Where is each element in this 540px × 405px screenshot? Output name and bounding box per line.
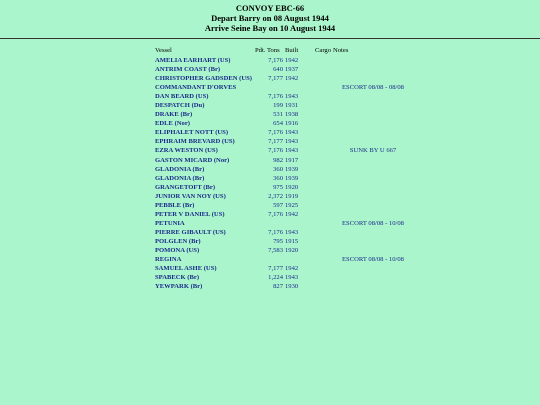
- built-cell: 1943: [285, 129, 299, 137]
- built-cell: [285, 83, 315, 92]
- built-cell: 1942: [285, 210, 299, 218]
- notes-cell: [333, 92, 415, 101]
- cargo-cell: [315, 74, 333, 83]
- header-divider: [0, 38, 540, 39]
- tons-cell: 360: [273, 165, 283, 173]
- table-row: [155, 83, 415, 92]
- col-tons: Pdt. Tons: [255, 47, 280, 54]
- notes-cell: [333, 174, 415, 183]
- notes-cell: [333, 246, 415, 255]
- tons-cell: 795: [273, 237, 283, 245]
- built-cell: 1939: [285, 165, 299, 173]
- notes-cell: SUNK BY U 667: [349, 147, 397, 155]
- tons-cell: 7,176: [268, 210, 283, 218]
- tons-cell: 199: [273, 102, 283, 110]
- vessel-cell: AMELIA EARHART (US): [155, 57, 231, 64]
- vessel-cell: COMMANDANT D'ORVES: [155, 84, 237, 92]
- notes-cell: [333, 210, 415, 219]
- tons-cell: 7,583: [268, 246, 283, 254]
- table-row: [155, 156, 415, 165]
- convoy-header: [0, 0, 540, 33]
- cargo-cell: [315, 237, 333, 246]
- table-row: [155, 237, 415, 246]
- notes-cell: [333, 201, 415, 210]
- table-row: [155, 255, 415, 264]
- cargo-cell: [315, 56, 333, 65]
- tons-cell: 7,177: [268, 138, 283, 146]
- cargo-cell: [315, 264, 333, 273]
- notes-cell: [333, 237, 415, 246]
- vessel-cell: PIERRE GIBAULT (US): [155, 228, 226, 236]
- cargo-cell: [315, 183, 333, 192]
- built-cell: 1917: [285, 156, 299, 164]
- vessel-cell: GLADONIA (Br): [155, 174, 205, 182]
- table-row: [155, 183, 415, 192]
- table-row: [155, 65, 415, 74]
- notes-cell: [333, 65, 415, 74]
- notes-cell: [333, 228, 415, 237]
- vessel-cell: EZRA WESTON (US): [155, 147, 218, 155]
- table-row: [155, 146, 415, 155]
- tons-cell: 2,372: [268, 192, 283, 200]
- built-cell: 1943: [285, 228, 299, 236]
- vessel-cell: PETER V DANIEL (US): [155, 210, 225, 218]
- notes-cell: [333, 74, 415, 83]
- cargo-cell: [315, 219, 333, 228]
- tons-cell: 7,176: [268, 228, 283, 236]
- built-cell: 1942: [285, 57, 299, 64]
- vessel-cell: SPABECK (Br): [155, 274, 200, 282]
- notes-cell: [333, 273, 415, 282]
- vessel-cell: DESPATCH (Du): [155, 102, 205, 110]
- cargo-cell: [315, 165, 333, 174]
- built-cell: 1925: [285, 201, 299, 209]
- cargo-cell: [315, 273, 333, 282]
- cargo-cell: [315, 101, 333, 110]
- notes-cell: ESCORT 08/08 - 10/08: [342, 256, 404, 264]
- col-cargo: Cargo: [315, 47, 331, 54]
- built-cell: 1930: [285, 283, 299, 291]
- departure-line: Depart Barry on 08 August 1944: [211, 13, 329, 23]
- tons-cell: 982: [273, 156, 283, 164]
- table-row: [155, 101, 415, 110]
- vessel-cell: PEBBLE (Br): [155, 201, 195, 209]
- arrival-line: Arrive Seine Bay on 10 August 1944: [204, 23, 336, 33]
- cargo-cell: [315, 119, 333, 128]
- notes-cell: [333, 156, 415, 165]
- convoy-title: CONVOY EBC-66: [235, 3, 305, 13]
- built-cell: 1939: [285, 174, 299, 182]
- notes-cell: [333, 101, 415, 110]
- built-cell: 1915: [285, 237, 299, 245]
- table-row: [155, 192, 415, 201]
- notes-cell: [333, 56, 415, 65]
- vessel-cell: YEWPARK (Br): [155, 283, 203, 291]
- vessel-cell: DRAKE (Br): [155, 111, 193, 119]
- notes-cell: [333, 110, 415, 119]
- tons-cell: 975: [273, 183, 283, 191]
- cargo-cell: [315, 192, 333, 201]
- cargo-cell: [315, 246, 333, 255]
- table-row: [155, 282, 415, 291]
- vessel-cell: CHRISTOPHER GADSDEN (US): [155, 75, 252, 83]
- cargo-cell: [315, 146, 333, 155]
- built-cell: 1943: [285, 93, 299, 101]
- cargo-cell: [315, 282, 333, 291]
- tons-cell: 640: [273, 66, 283, 74]
- table-row: [155, 74, 415, 83]
- built-cell: 1942: [285, 265, 299, 273]
- table-row: [155, 219, 415, 228]
- built-cell: 1920: [285, 183, 299, 191]
- notes-cell: ESCORT 08/08 - 08/08: [342, 84, 404, 92]
- table-row: [155, 92, 415, 101]
- tons-cell: 1,224: [268, 274, 283, 282]
- vessel-cell: DAN BEARD (US): [155, 93, 209, 101]
- notes-cell: [333, 264, 415, 273]
- vessel-cell: SAMUEL ASHE (US): [155, 265, 217, 273]
- vessel-cell: GASTON MICARD (Nor): [155, 156, 230, 164]
- cargo-cell: [315, 137, 333, 146]
- vessel-cell: PETUNIA: [155, 219, 185, 227]
- tons-cell: 7,176: [268, 129, 283, 137]
- tons-cell: 7,176: [268, 93, 283, 101]
- built-cell: 1938: [285, 111, 299, 119]
- tons-cell: 7,176: [268, 147, 283, 155]
- table-row: [155, 264, 415, 273]
- table-body: [155, 56, 415, 291]
- cargo-cell: [315, 128, 333, 137]
- table-row: [155, 246, 415, 255]
- notes-cell: [333, 165, 415, 174]
- tons-cell: 7,176: [268, 57, 283, 64]
- tons-cell: 7,177: [268, 265, 283, 273]
- tons-cell: 827: [273, 283, 283, 291]
- convoy-table: [155, 46, 415, 291]
- built-cell: 1931: [285, 102, 299, 110]
- cargo-cell: [315, 156, 333, 165]
- table-row: [155, 210, 415, 219]
- tons-cell: [255, 219, 285, 228]
- built-cell: 1943: [285, 147, 299, 155]
- cargo-cell: [315, 65, 333, 74]
- vessel-cell: GRANGETOFT (Br): [155, 183, 216, 191]
- cargo-cell: [315, 110, 333, 119]
- notes-cell: [333, 137, 415, 146]
- tons-cell: 654: [273, 120, 283, 128]
- built-cell: 1916: [285, 120, 299, 128]
- table-row: [155, 119, 415, 128]
- built-cell: 1942: [285, 75, 299, 83]
- vessel-cell: GLADONIA (Br): [155, 165, 205, 173]
- notes-cell: [333, 183, 415, 192]
- table-row: [155, 137, 415, 146]
- tons-cell: 597: [273, 201, 283, 209]
- table-row: [155, 174, 415, 183]
- vessel-cell: EPHRAIM BREVARD (US): [155, 138, 235, 146]
- vessel-cell: REGINA: [155, 256, 182, 264]
- table-row: [155, 228, 415, 237]
- vessel-cell: ANTRIM COAST (Br): [155, 66, 221, 74]
- built-cell: 1919: [285, 192, 299, 200]
- table-row: [155, 165, 415, 174]
- cargo-cell: [315, 83, 333, 92]
- col-notes: Notes: [333, 47, 349, 54]
- tons-cell: [255, 255, 285, 264]
- vessel-cell: JUNIOR VAN NOY (US): [155, 192, 226, 200]
- cargo-cell: [315, 92, 333, 101]
- cargo-cell: [315, 174, 333, 183]
- vessel-cell: POLGLEN (Br): [155, 237, 201, 245]
- table-row: [155, 201, 415, 210]
- table-row: [155, 110, 415, 119]
- tons-cell: [255, 83, 285, 92]
- cargo-cell: [315, 255, 333, 264]
- notes-cell: [333, 128, 415, 137]
- built-cell: 1943: [285, 274, 299, 282]
- col-built: Built: [285, 47, 299, 54]
- col-vessel: Vessel: [155, 47, 172, 54]
- built-cell: [285, 219, 315, 228]
- vessel-cell: POMONA (US): [155, 246, 200, 254]
- built-cell: [285, 255, 315, 264]
- vessel-cell: EDLE (Nor): [155, 120, 190, 128]
- notes-cell: ESCORT 08/08 - 10/08: [342, 219, 404, 227]
- built-cell: 1937: [285, 66, 299, 74]
- built-cell: 1943: [285, 138, 299, 146]
- cargo-cell: [315, 210, 333, 219]
- built-cell: 1920: [285, 246, 299, 254]
- vessel-cell: ELIPHALET NOTT (US): [155, 129, 229, 137]
- tons-cell: 531: [273, 111, 283, 119]
- tons-cell: 7,177: [268, 75, 283, 83]
- table-row: [155, 56, 415, 65]
- table-header-row: [155, 46, 415, 56]
- tons-cell: 360: [273, 174, 283, 182]
- table-row: [155, 273, 415, 282]
- notes-cell: [333, 119, 415, 128]
- notes-cell: [333, 282, 415, 291]
- cargo-cell: [315, 201, 333, 210]
- notes-cell: [333, 192, 415, 201]
- cargo-cell: [315, 228, 333, 237]
- table-row: [155, 128, 415, 137]
